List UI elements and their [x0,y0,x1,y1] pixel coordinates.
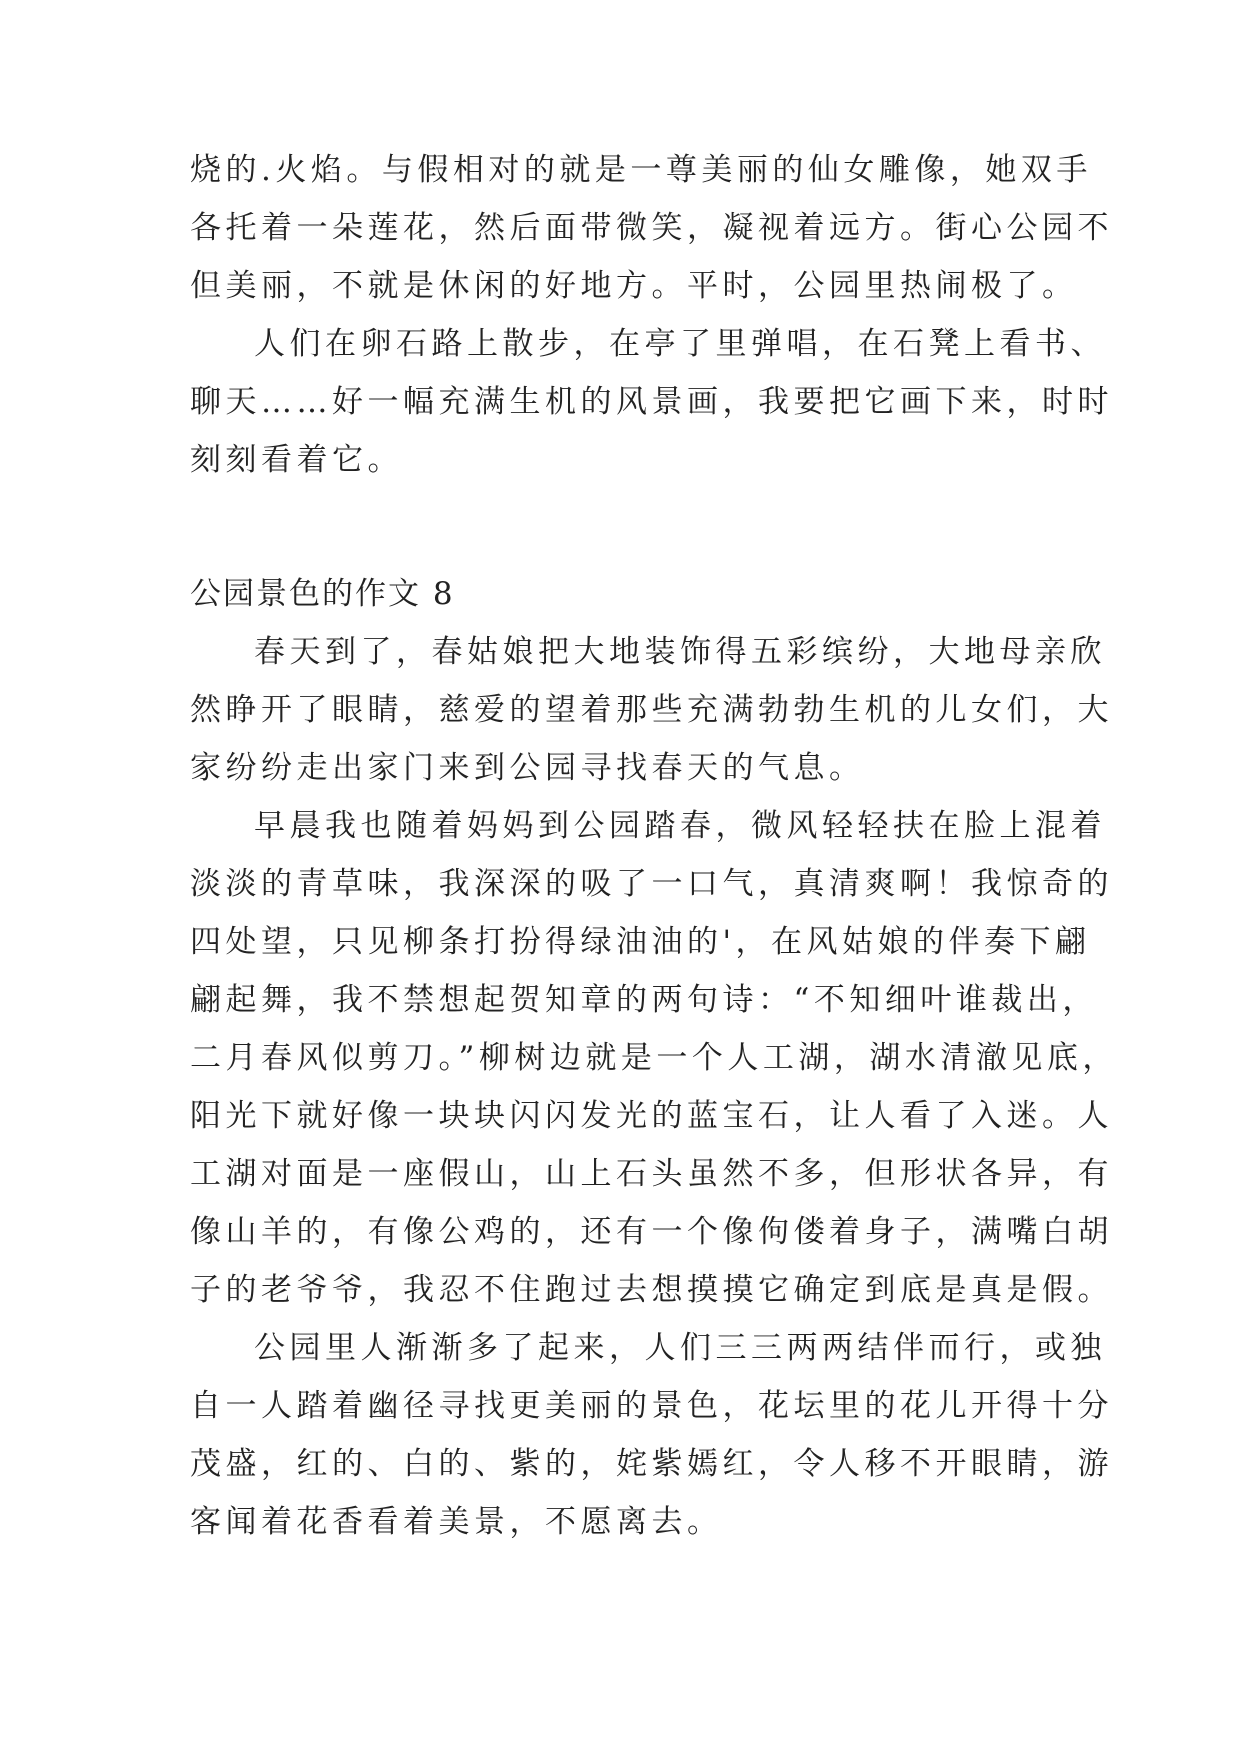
text-line: 各托着一朵莲花，然后面带微笑，凝视着远方。街心公园不 [190,210,1113,246]
text-line: 但美丽，不就是休闲的好地方。平时，公园里热闹极了。 [190,268,1078,304]
text-line: 刻刻看着它。 [190,442,403,478]
text-line: 家纷纷走出家门来到公园寻找春天的气息。 [190,750,865,786]
text-line: 淡淡的青草味，我深深的吸了一口气，真清爽啊！我惊奇的 [190,866,1113,902]
text-line: 然睁开了眼睛，慈爱的望着那些充满勃勃生机的儿女们，大 [190,692,1113,728]
paragraph-start-line: 早晨我也随着妈妈到公园踏春，微风轻轻扶在脸上混着 [254,808,1106,844]
text-line: 茂盛，红的、白的、紫的，姹紫嫣红，令人移不开眼睛，游 [190,1446,1113,1482]
text-line: 四处望，只见柳条打扮得绿油油的'，在风姑娘的伴奏下翩 [190,924,1091,960]
text-line: 阳光下就好像一块块闪闪发光的蓝宝石，让人看了入迷。人 [190,1098,1113,1134]
paragraph-start-line: 春天到了，春姑娘把大地装饰得五彩缤纷，大地母亲欣 [254,634,1106,670]
text-line: 像山羊的，有像公鸡的，还有一个像佝偻着身子，满嘴白胡 [190,1214,1113,1250]
section-heading: 公园景色的作文 8 [190,576,455,612]
text-line: 聊天……好一幅充满生机的风景画，我要把它画下来，时时 [190,384,1113,420]
paragraph-start-line: 人们在卵石路上散步，在亭了里弹唱，在石凳上看书、 [254,326,1106,362]
text-line: 二月春风似剪刀。”柳树边就是一个人工湖，湖水清澈见底， [190,1040,1118,1076]
text-line: 工湖对面是一座假山，山上石头虽然不多，但形状各异，有 [190,1156,1113,1192]
text-line: 烧的.火焰。与假相对的就是一尊美丽的仙女雕像，她双手 [190,152,1092,188]
text-line: 子的老爷爷，我忍不住跑过去想摸摸它确定到底是真是假。 [190,1272,1113,1308]
text-line: 客闻着花香看着美景，不愿离去。 [190,1504,723,1540]
text-line: 翩起舞，我不禁想起贺知章的两句诗：“不知细叶谁裁出， [190,982,1098,1018]
text-line: 自一人踏着幽径寻找更美丽的景色，花坛里的花儿开得十分 [190,1388,1113,1424]
paragraph-start-line: 公园里人渐渐多了起来，人们三三两两结伴而行，或独 [254,1330,1106,1366]
